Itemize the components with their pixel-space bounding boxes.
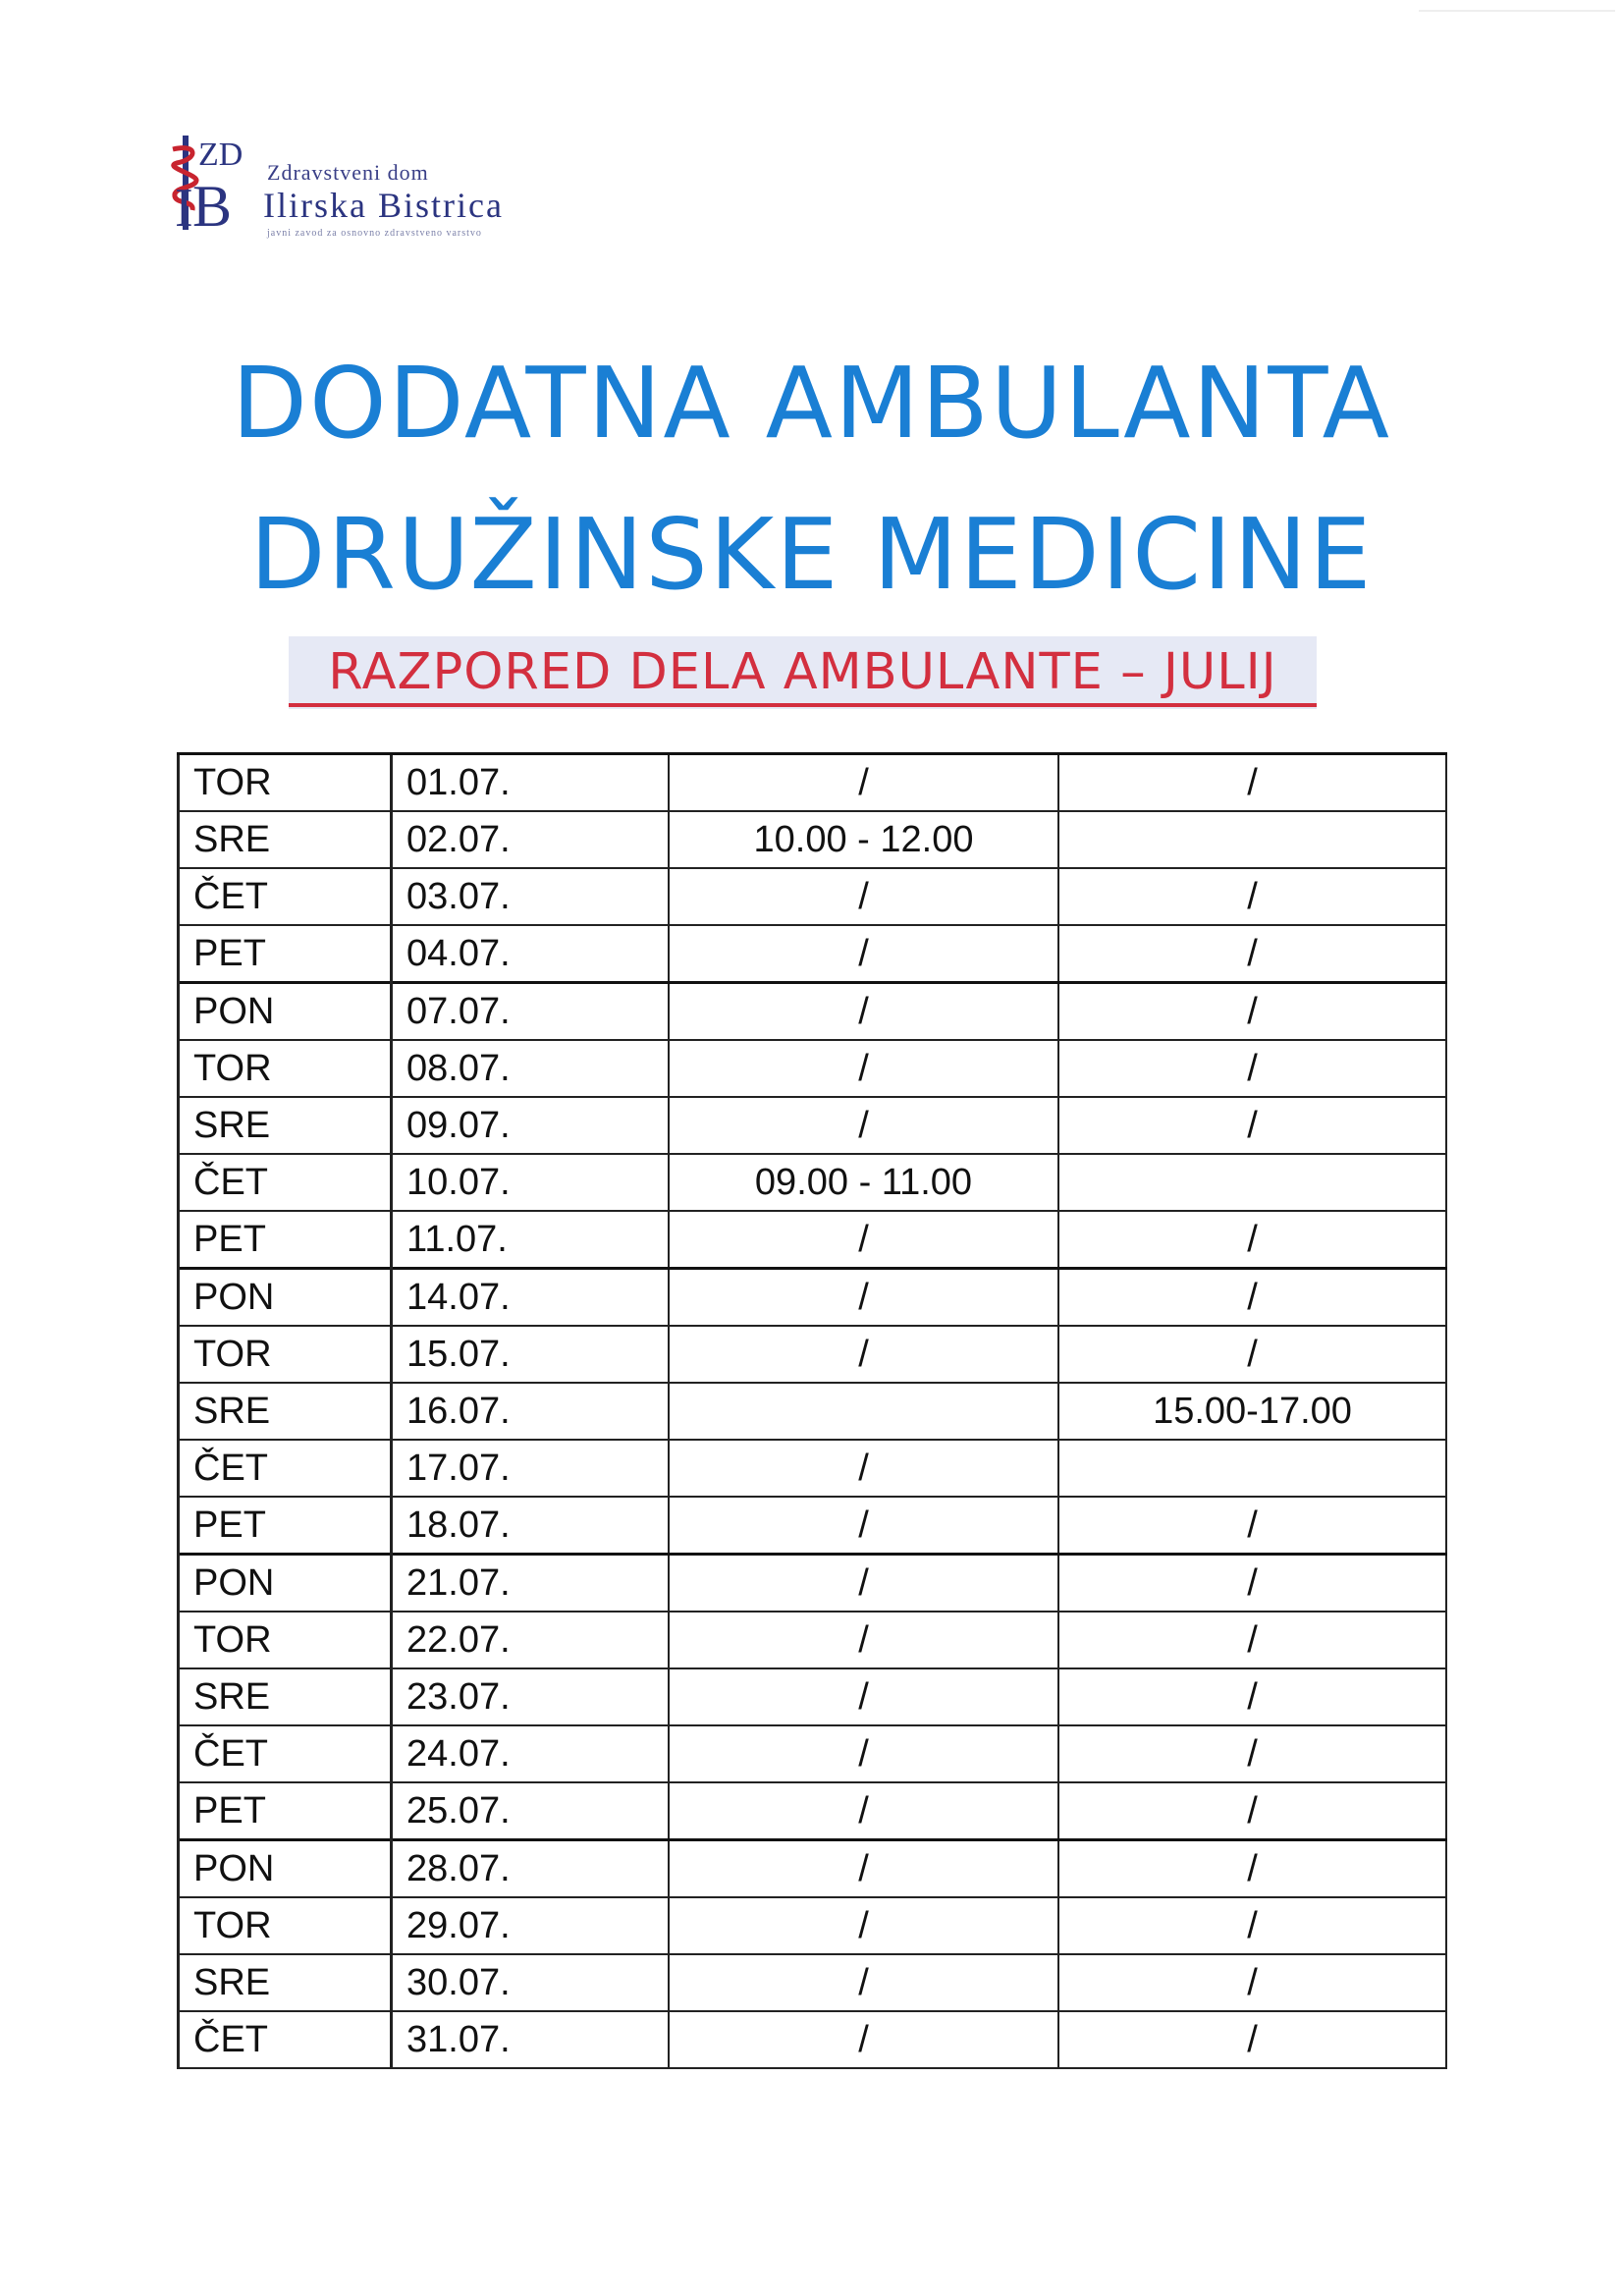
slot-b-cell: /: [1058, 1612, 1446, 1668]
table-row: [179, 1954, 1447, 2011]
table-row: [179, 1097, 1447, 1154]
slot-a-cell: 09.00 - 11.00: [669, 1154, 1058, 1211]
table-row: [179, 2011, 1447, 2068]
date-cell: 08.07.: [392, 1040, 670, 1097]
day-cell: TOR: [179, 1897, 392, 1954]
logo-subtext: javni zavod za osnovno zdravstveno varstvo: [267, 228, 482, 239]
page-subtitle: RAZPORED DELA AMBULANTE – JULIJ: [328, 643, 1277, 701]
logo-tagline: Zdravstveni dom: [267, 160, 429, 185]
slot-b-cell: /: [1058, 868, 1446, 925]
table-row: [179, 1211, 1447, 1269]
slot-b-cell: [1058, 1154, 1446, 1211]
slot-b-cell: /: [1058, 1211, 1446, 1269]
day-cell: PON: [179, 983, 392, 1041]
slot-a-cell: /: [669, 1040, 1058, 1097]
day-cell: PON: [179, 1840, 392, 1898]
slot-a-cell: /: [669, 1782, 1058, 1840]
slot-a-cell: /: [669, 1211, 1058, 1269]
table-row: [179, 1725, 1447, 1782]
svg-text:I: I: [175, 178, 193, 234]
slot-b-cell: /: [1058, 1668, 1446, 1725]
date-cell: 17.07.: [392, 1440, 670, 1497]
slot-a-cell: /: [669, 1440, 1058, 1497]
date-cell: 03.07.: [392, 868, 670, 925]
day-cell: TOR: [179, 1326, 392, 1383]
slot-b-cell: /: [1058, 1840, 1446, 1898]
slot-a-cell: /: [669, 2011, 1058, 2068]
date-cell: 23.07.: [392, 1668, 670, 1725]
slot-a-cell: /: [669, 1840, 1058, 1898]
table-row: [179, 1154, 1447, 1211]
day-cell: SRE: [179, 1097, 392, 1154]
date-cell: 14.07.: [392, 1269, 670, 1327]
page-title-line1: DODATNA AMBULANTA: [231, 346, 1392, 461]
table-row: [179, 1440, 1447, 1497]
date-cell: 28.07.: [392, 1840, 670, 1898]
slot-a-cell: /: [669, 1612, 1058, 1668]
date-cell: 24.07.: [392, 1725, 670, 1782]
svg-text:ZD: ZD: [198, 137, 243, 173]
day-cell: SRE: [179, 1954, 392, 2011]
slot-a-cell: /: [669, 1555, 1058, 1613]
day-cell: PET: [179, 1782, 392, 1840]
slot-b-cell: /: [1058, 1326, 1446, 1383]
slot-b-cell: /: [1058, 1269, 1446, 1327]
date-cell: 29.07.: [392, 1897, 670, 1954]
subtitle-underline: [289, 703, 1317, 707]
slot-b-cell: [1058, 1440, 1446, 1497]
table-row: [179, 1040, 1447, 1097]
table-row: [179, 1269, 1447, 1327]
slot-a-cell: /: [669, 1954, 1058, 2011]
date-cell: 18.07.: [392, 1497, 670, 1555]
date-cell: 22.07.: [392, 1612, 670, 1668]
day-cell: SRE: [179, 811, 392, 868]
day-cell: TOR: [179, 1612, 392, 1668]
slot-b-cell: /: [1058, 1040, 1446, 1097]
slot-b-cell: [1058, 811, 1446, 868]
date-cell: 07.07.: [392, 983, 670, 1041]
subtitle-highlight: [289, 636, 1317, 709]
slot-a-cell: /: [669, 1326, 1058, 1383]
slot-a-cell: /: [669, 1497, 1058, 1555]
scan-edge-mark: [1419, 10, 1615, 12]
table-row: [179, 1612, 1447, 1668]
day-cell: ČET: [179, 1725, 392, 1782]
date-cell: 02.07.: [392, 811, 670, 868]
day-cell: ČET: [179, 2011, 392, 2068]
table-row: [179, 1668, 1447, 1725]
day-cell: TOR: [179, 1040, 392, 1097]
day-cell: PON: [179, 1269, 392, 1327]
table-row: [179, 1555, 1447, 1613]
table-row: [179, 1840, 1447, 1898]
schedule-table-body: [179, 754, 1447, 2069]
table-row: [179, 1897, 1447, 1954]
slot-a-cell: /: [669, 925, 1058, 983]
slot-b-cell: /: [1058, 1782, 1446, 1840]
table-row: [179, 868, 1447, 925]
slot-b-cell: /: [1058, 1097, 1446, 1154]
day-cell: SRE: [179, 1383, 392, 1440]
table-row: [179, 1497, 1447, 1555]
day-cell: PET: [179, 1497, 392, 1555]
day-cell: TOR: [179, 754, 392, 812]
slot-b-cell: /: [1058, 1555, 1446, 1613]
date-cell: 30.07.: [392, 1954, 670, 2011]
slot-b-cell: /: [1058, 1897, 1446, 1954]
slot-a-cell: /: [669, 1269, 1058, 1327]
table-row: [179, 1383, 1447, 1440]
day-cell: PON: [179, 1555, 392, 1613]
date-cell: 31.07.: [392, 2011, 670, 2068]
date-cell: 21.07.: [392, 1555, 670, 1613]
slot-b-cell: /: [1058, 754, 1446, 812]
date-cell: 01.07.: [392, 754, 670, 812]
day-cell: SRE: [179, 1668, 392, 1725]
slot-a-cell: /: [669, 1668, 1058, 1725]
table-row: [179, 1326, 1447, 1383]
day-cell: ČET: [179, 1440, 392, 1497]
day-cell: PET: [179, 925, 392, 983]
date-cell: 11.07.: [392, 1211, 670, 1269]
table-row: [179, 811, 1447, 868]
slot-a-cell: 10.00 - 12.00: [669, 811, 1058, 868]
date-cell: 15.07.: [392, 1326, 670, 1383]
slot-a-cell: /: [669, 1725, 1058, 1782]
date-cell: 16.07.: [392, 1383, 670, 1440]
slot-b-cell: /: [1058, 2011, 1446, 2068]
slot-b-cell: /: [1058, 1497, 1446, 1555]
date-cell: 10.07.: [392, 1154, 670, 1211]
slot-b-cell: /: [1058, 1954, 1446, 2011]
day-cell: ČET: [179, 868, 392, 925]
table-row: [179, 1782, 1447, 1840]
table-row: [179, 983, 1447, 1041]
slot-a-cell: /: [669, 983, 1058, 1041]
slot-b-cell: /: [1058, 983, 1446, 1041]
date-cell: 09.07.: [392, 1097, 670, 1154]
slot-a-cell: /: [669, 754, 1058, 812]
slot-a-cell: /: [669, 1897, 1058, 1954]
slot-a-cell: /: [669, 1097, 1058, 1154]
svg-text:B: B: [192, 174, 233, 234]
day-cell: ČET: [179, 1154, 392, 1211]
slot-a-cell: [669, 1383, 1058, 1440]
table-row: [179, 925, 1447, 983]
date-cell: 04.07.: [392, 925, 670, 983]
logo-name: Ilirska Bistrica: [263, 186, 504, 225]
slot-b-cell: /: [1058, 1725, 1446, 1782]
date-cell: 25.07.: [392, 1782, 670, 1840]
slot-b-cell: /: [1058, 925, 1446, 983]
table-row: [179, 754, 1447, 812]
zdib-monogram-icon: [169, 136, 267, 234]
schedule-table: [177, 752, 1447, 2069]
organization-logo: [169, 136, 522, 239]
page-title-line2: DRUŽINSKE MEDICINE: [249, 497, 1374, 612]
slot-a-cell: /: [669, 868, 1058, 925]
day-cell: PET: [179, 1211, 392, 1269]
slot-b-cell: 15.00-17.00: [1058, 1383, 1446, 1440]
